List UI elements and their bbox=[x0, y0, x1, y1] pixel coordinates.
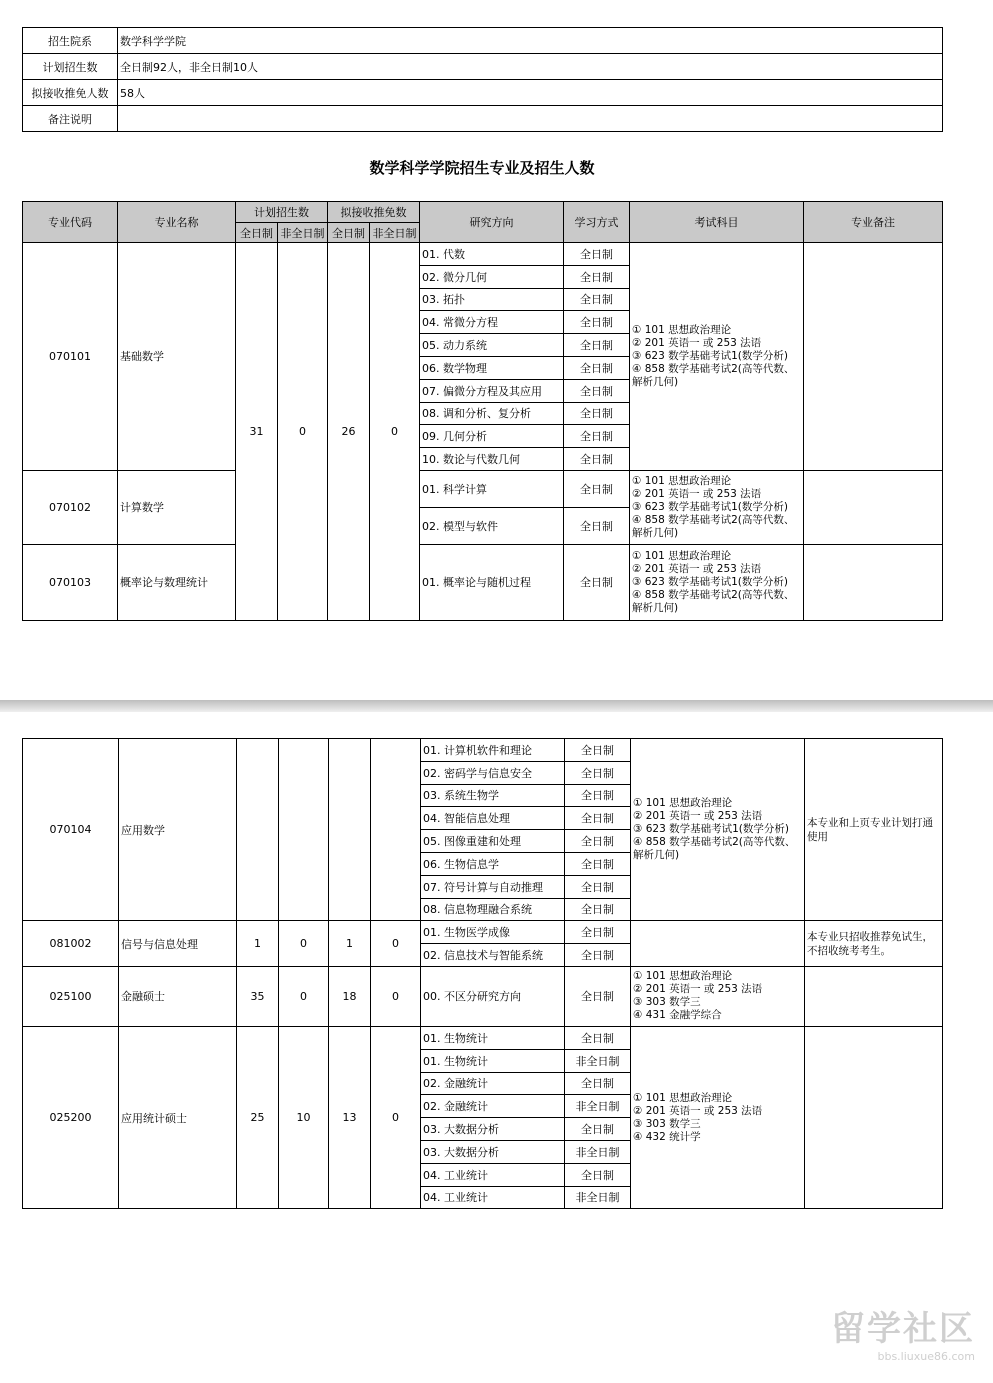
exam-subjects: ① 101 思想政治理论 ② 201 英语一 或 253 法语 ③ 303 数学三 ④ 432 统计学 bbox=[631, 1026, 805, 1208]
info-value: 数学科学学院 bbox=[118, 28, 943, 54]
watermark-url: bbs.liuxue86.com bbox=[877, 1350, 975, 1363]
research-direction: 01. 代数 bbox=[420, 243, 564, 266]
major-remark bbox=[805, 966, 943, 1026]
header-plan-pt: 非全日制 bbox=[278, 223, 328, 243]
plan-parttime: 0 bbox=[279, 966, 329, 1026]
research-direction: 02. 微分几何 bbox=[420, 265, 564, 288]
exam-subjects: ① 101 思想政治理论 ② 201 英语一 或 253 法语 ③ 623 数学基础考试1(数学分析) ④ 858 数学基础考试2(高等代数、解析几何) bbox=[631, 739, 805, 921]
plan-fulltime: 25 bbox=[237, 1026, 279, 1208]
study-mode: 全日制 bbox=[565, 1163, 631, 1186]
tuimian-parttime: 0 bbox=[371, 966, 421, 1026]
study-mode: 全日制 bbox=[564, 311, 630, 334]
research-direction: 01. 生物医学成像 bbox=[421, 921, 565, 944]
page-title: 数学科学学院招生专业及招生人数 bbox=[369, 159, 595, 177]
plan-fulltime: 35 bbox=[237, 966, 279, 1026]
table-row bbox=[23, 966, 943, 1026]
study-mode: 全日制 bbox=[564, 470, 630, 507]
major-name: 基础数学 bbox=[118, 243, 236, 471]
header-tm-ft: 全日制 bbox=[328, 223, 370, 243]
study-mode: 全日制 bbox=[565, 761, 631, 784]
table-row bbox=[23, 739, 943, 762]
plan-fulltime: 1 bbox=[237, 921, 279, 967]
study-mode: 全日制 bbox=[565, 1072, 631, 1095]
info-label: 计划招生数 bbox=[23, 54, 118, 80]
research-direction: 04. 智能信息处理 bbox=[421, 807, 565, 830]
info-value: 58人 bbox=[118, 80, 943, 106]
plan-fulltime bbox=[237, 739, 279, 921]
header-remark: 专业备注 bbox=[804, 202, 943, 243]
study-mode: 全日制 bbox=[564, 402, 630, 425]
research-direction: 01. 科学计算 bbox=[420, 470, 564, 507]
study-mode: 全日制 bbox=[565, 875, 631, 898]
research-direction: 07. 符号计算与自动推理 bbox=[421, 875, 565, 898]
page-separator bbox=[0, 700, 993, 712]
study-mode: 全日制 bbox=[565, 852, 631, 875]
tuimian-parttime: 0 bbox=[371, 1026, 421, 1208]
study-mode: 全日制 bbox=[564, 544, 630, 620]
research-direction: 01. 生物统计 bbox=[421, 1026, 565, 1049]
exam-subjects: ① 101 思想政治理论 ② 201 英语一 或 253 法语 ③ 623 数学基础考试1(数学分析) ④ 858 数学基础考试2(高等代数、解析几何) bbox=[630, 470, 804, 544]
info-value: 全日制92人，非全日制10人 bbox=[118, 54, 943, 80]
research-direction: 05. 图像重建和处理 bbox=[421, 830, 565, 853]
study-mode: 全日制 bbox=[565, 921, 631, 944]
study-mode: 全日制 bbox=[565, 898, 631, 921]
study-mode: 全日制 bbox=[565, 966, 631, 1026]
major-code: 025200 bbox=[23, 1026, 119, 1208]
header-tuimian: 拟接收推免数 bbox=[328, 202, 420, 223]
major-name: 概率论与数理统计 bbox=[118, 544, 236, 620]
table-row bbox=[23, 1026, 943, 1049]
header-direction: 研究方向 bbox=[420, 202, 564, 243]
research-direction: 06. 数学物理 bbox=[420, 356, 564, 379]
research-direction: 04. 工业统计 bbox=[421, 1163, 565, 1186]
study-mode: 全日制 bbox=[564, 507, 630, 544]
study-mode: 非全日制 bbox=[565, 1095, 631, 1118]
table-row bbox=[23, 470, 943, 507]
research-direction: 02. 金融统计 bbox=[421, 1072, 565, 1095]
table-row bbox=[23, 544, 943, 620]
major-remark bbox=[804, 243, 943, 471]
research-direction: 04. 工业统计 bbox=[421, 1186, 565, 1209]
info-label: 拟接收推免人数 bbox=[23, 80, 118, 106]
study-mode: 全日制 bbox=[564, 425, 630, 448]
study-mode: 全日制 bbox=[565, 944, 631, 967]
study-mode: 全日制 bbox=[565, 784, 631, 807]
research-direction: 02. 金融统计 bbox=[421, 1095, 565, 1118]
tuimian-fulltime: 1 bbox=[329, 921, 371, 967]
major-name: 信号与信息处理 bbox=[119, 921, 237, 967]
tuimian-fulltime: 26 bbox=[328, 243, 370, 621]
research-direction: 03. 系统生物学 bbox=[421, 784, 565, 807]
research-direction: 01. 计算机软件和理论 bbox=[421, 739, 565, 762]
tuimian-fulltime: 13 bbox=[329, 1026, 371, 1208]
exam-subjects: ① 101 思想政治理论 ② 201 英语一 或 253 法语 ③ 623 数学基础考试1(数学分析) ④ 858 数学基础考试2(高等代数、解析几何) bbox=[630, 544, 804, 620]
tuimian-fulltime: 18 bbox=[329, 966, 371, 1026]
info-value bbox=[118, 106, 943, 132]
research-direction: 02. 密码学与信息安全 bbox=[421, 761, 565, 784]
research-direction: 03. 大数据分析 bbox=[421, 1140, 565, 1163]
watermark-logo bbox=[831, 1301, 975, 1363]
research-direction: 05. 动力系统 bbox=[420, 334, 564, 357]
study-mode: 非全日制 bbox=[565, 1049, 631, 1072]
exam-subjects: ① 101 思想政治理论 ② 201 英语一 或 253 法语 ③ 303 数学三 ④ 431 金融学综合 bbox=[631, 966, 805, 1026]
major-remark bbox=[805, 1026, 943, 1208]
research-direction: 01. 生物统计 bbox=[421, 1049, 565, 1072]
major-name: 计算数学 bbox=[118, 470, 236, 544]
major-name: 应用统计硕士 bbox=[119, 1026, 237, 1208]
tuimian-parttime: 0 bbox=[370, 243, 420, 621]
research-direction: 07. 偏微分方程及其应用 bbox=[420, 379, 564, 402]
major-remark bbox=[804, 544, 943, 620]
major-code: 070102 bbox=[23, 470, 118, 544]
major-code: 081002 bbox=[23, 921, 119, 967]
research-direction: 00. 不区分研究方向 bbox=[421, 966, 565, 1026]
study-mode: 全日制 bbox=[564, 448, 630, 471]
research-direction: 03. 拓扑 bbox=[420, 288, 564, 311]
header-exam: 考试科目 bbox=[630, 202, 804, 243]
major-code: 025100 bbox=[23, 966, 119, 1026]
research-direction: 02. 信息技术与智能系统 bbox=[421, 944, 565, 967]
research-direction: 02. 模型与软件 bbox=[420, 507, 564, 544]
majors-table-page1 bbox=[22, 201, 943, 621]
tuimian-fulltime bbox=[329, 739, 371, 921]
header-name: 专业名称 bbox=[118, 202, 236, 243]
header-tm-pt: 非全日制 bbox=[370, 223, 420, 243]
exam-subjects: ① 101 思想政治理论 ② 201 英语一 或 253 法语 ③ 623 数学基础考试1(数学分析) ④ 858 数学基础考试2(高等代数、解析几何) bbox=[630, 243, 804, 471]
major-remark: 本专业只招收推荐免试生，不招收统考考生。 bbox=[805, 921, 943, 967]
plan-parttime bbox=[279, 739, 329, 921]
exam-subjects bbox=[631, 921, 805, 967]
major-remark: 本专业和上页专业计划打通使用 bbox=[805, 739, 943, 921]
table-row bbox=[23, 921, 943, 944]
research-direction: 08. 信息物理融合系统 bbox=[421, 898, 565, 921]
research-direction: 01. 概率论与随机过程 bbox=[420, 544, 564, 620]
major-remark bbox=[804, 470, 943, 544]
table-row bbox=[23, 243, 943, 266]
research-direction: 10. 数论与代数几何 bbox=[420, 448, 564, 471]
info-label: 备注说明 bbox=[23, 106, 118, 132]
info-label: 招生院系 bbox=[23, 28, 118, 54]
info-row bbox=[23, 28, 943, 54]
research-direction: 04. 常微分方程 bbox=[420, 311, 564, 334]
plan-parttime: 10 bbox=[279, 1026, 329, 1208]
research-direction: 08. 调和分析、复分析 bbox=[420, 402, 564, 425]
major-name: 应用数学 bbox=[119, 739, 237, 921]
study-mode: 全日制 bbox=[564, 379, 630, 402]
study-mode: 全日制 bbox=[564, 356, 630, 379]
major-code: 070104 bbox=[23, 739, 119, 921]
tuimian-parttime: 0 bbox=[371, 921, 421, 967]
header-code: 专业代码 bbox=[23, 202, 118, 243]
major-code: 070101 bbox=[23, 243, 118, 471]
header-mode: 学习方式 bbox=[564, 202, 630, 243]
study-mode: 非全日制 bbox=[565, 1140, 631, 1163]
info-table bbox=[22, 27, 943, 132]
major-name: 金融硕士 bbox=[119, 966, 237, 1026]
study-mode: 全日制 bbox=[564, 334, 630, 357]
major-code: 070103 bbox=[23, 544, 118, 620]
study-mode: 全日制 bbox=[564, 288, 630, 311]
study-mode: 全日制 bbox=[564, 243, 630, 266]
info-row bbox=[23, 80, 943, 106]
plan-fulltime: 31 bbox=[236, 243, 278, 621]
research-direction: 09. 几何分析 bbox=[420, 425, 564, 448]
study-mode: 非全日制 bbox=[565, 1186, 631, 1209]
header-plan-ft: 全日制 bbox=[236, 223, 278, 243]
plan-parttime: 0 bbox=[278, 243, 328, 621]
research-direction: 03. 大数据分析 bbox=[421, 1118, 565, 1141]
plan-parttime: 0 bbox=[279, 921, 329, 967]
study-mode: 全日制 bbox=[565, 1026, 631, 1049]
header-plan: 计划招生数 bbox=[236, 202, 328, 223]
tuimian-parttime bbox=[371, 739, 421, 921]
info-row bbox=[23, 54, 943, 80]
study-mode: 全日制 bbox=[565, 739, 631, 762]
study-mode: 全日制 bbox=[564, 265, 630, 288]
watermark-brand: 留学社区 bbox=[831, 1309, 975, 1349]
study-mode: 全日制 bbox=[565, 807, 631, 830]
study-mode: 全日制 bbox=[565, 830, 631, 853]
research-direction: 06. 生物信息学 bbox=[421, 852, 565, 875]
majors-table-page2 bbox=[22, 738, 943, 1209]
info-row bbox=[23, 106, 943, 132]
study-mode: 全日制 bbox=[565, 1118, 631, 1141]
